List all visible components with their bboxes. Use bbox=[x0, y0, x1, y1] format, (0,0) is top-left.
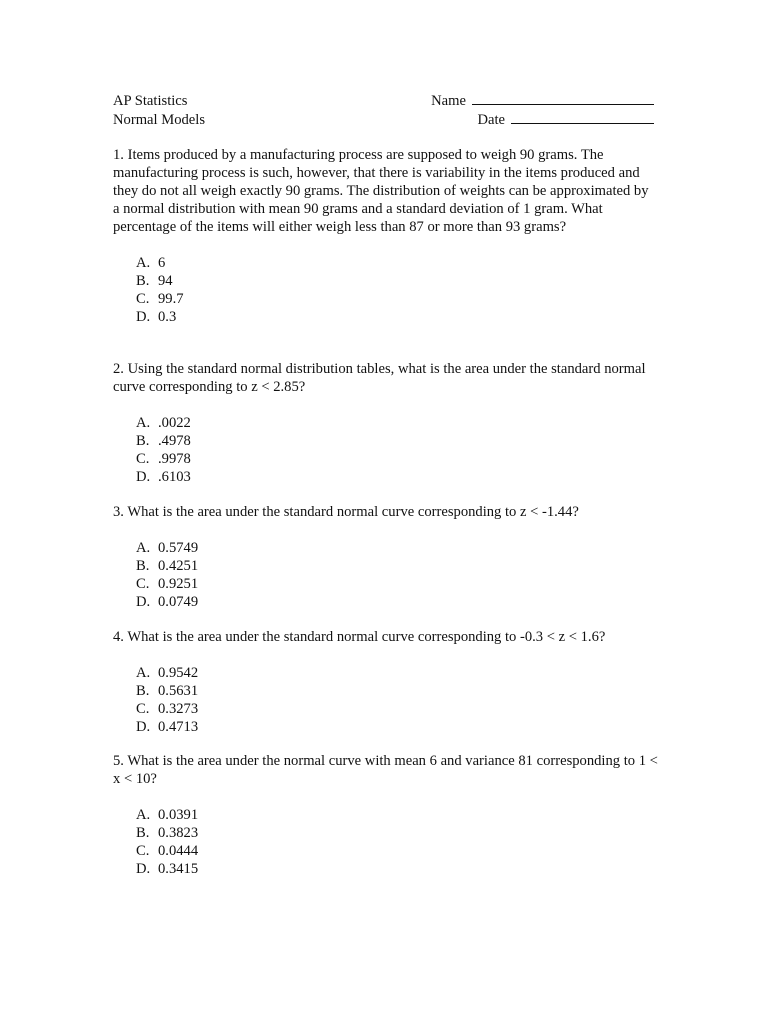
choice-b[interactable] bbox=[136, 682, 658, 700]
name-row bbox=[431, 92, 654, 111]
choice-value: 6 bbox=[158, 255, 166, 271]
name-blank-line[interactable] bbox=[472, 92, 654, 105]
question-text: 4. What is the area under the standard normal curve corresponding to -0.3 < z < 1.6? bbox=[113, 629, 606, 645]
choice-value: 0.3823 bbox=[158, 825, 199, 841]
choice-letter: A. bbox=[136, 665, 151, 681]
choice-b[interactable] bbox=[136, 824, 658, 842]
choice-letter: D. bbox=[136, 861, 151, 877]
choice-a[interactable] bbox=[136, 664, 658, 682]
choice-c[interactable] bbox=[136, 700, 658, 718]
question-text: 3. What is the area under the standard normal curve corresponding to z < -1.44? bbox=[113, 504, 579, 520]
choice-letter: D. bbox=[136, 594, 151, 610]
question-text: 2. Using the standard normal distribution tables, what is the area under the standard normal curve corresponding to z < 2.85? bbox=[113, 361, 646, 395]
choice-value: 0.0749 bbox=[158, 594, 199, 610]
choice-d[interactable] bbox=[136, 593, 658, 611]
question-4 bbox=[113, 628, 658, 736]
choice-b[interactable] bbox=[136, 432, 658, 450]
choice-list bbox=[136, 806, 658, 878]
choice-value: 0.3415 bbox=[158, 861, 199, 877]
choice-letter: A. bbox=[136, 415, 151, 431]
choice-b[interactable] bbox=[136, 557, 658, 575]
course-title: AP Statistics bbox=[113, 93, 188, 109]
choice-b[interactable] bbox=[136, 272, 658, 290]
choice-value: .9978 bbox=[158, 451, 191, 467]
topic-title: Normal Models bbox=[113, 111, 206, 128]
choice-d[interactable] bbox=[136, 468, 658, 486]
choice-c[interactable] bbox=[136, 450, 658, 468]
date-row bbox=[431, 111, 654, 130]
choice-letter: B. bbox=[136, 683, 150, 699]
choice-value: .0022 bbox=[158, 415, 191, 431]
choice-letter: D. bbox=[136, 309, 151, 325]
choice-letter: C. bbox=[136, 701, 150, 717]
question-text: 5. What is the area under the normal curve with mean 6 and variance 81 corresponding to 1 < x < 10? bbox=[113, 753, 658, 787]
choice-value: 0.5749 bbox=[158, 540, 199, 556]
date-label: Date bbox=[477, 111, 505, 128]
choice-value: 0.4713 bbox=[158, 719, 199, 735]
choice-letter: C. bbox=[136, 291, 150, 307]
choice-list bbox=[136, 539, 658, 611]
choice-value: 0.3 bbox=[158, 309, 177, 325]
choice-list bbox=[136, 664, 658, 736]
choice-value: .6103 bbox=[158, 469, 191, 485]
choice-d[interactable] bbox=[136, 860, 658, 878]
question-text: 1. Items produced by a manufacturing process are supposed to weigh 90 grams. The manufacturing process is such, however, that there is variability in the items produced and they do not all weigh exactly 90 grams. The distribution of weights can be approximated by a normal distribution with mean 90 grams and a standard deviation of 1 gram. What percentage of the items will either weigh less than 87 or more than 93 grams? bbox=[113, 147, 649, 235]
choice-list bbox=[136, 254, 658, 326]
choice-value: 0.5631 bbox=[158, 683, 199, 699]
choice-a[interactable] bbox=[136, 414, 658, 432]
question-5 bbox=[113, 752, 658, 878]
choice-letter: A. bbox=[136, 807, 151, 823]
choice-letter: B. bbox=[136, 825, 150, 841]
choice-value: .4978 bbox=[158, 433, 191, 449]
header-left bbox=[113, 92, 205, 129]
name-label: Name bbox=[431, 93, 466, 109]
choice-letter: A. bbox=[136, 255, 151, 271]
choice-letter: B. bbox=[136, 433, 150, 449]
choice-letter: D. bbox=[136, 469, 151, 485]
choice-letter: C. bbox=[136, 451, 150, 467]
choice-letter: B. bbox=[136, 558, 150, 574]
choice-letter: D. bbox=[136, 719, 151, 735]
choice-c[interactable] bbox=[136, 290, 658, 308]
choice-d[interactable] bbox=[136, 308, 658, 326]
choice-letter: C. bbox=[136, 843, 150, 859]
choice-value: 0.0444 bbox=[158, 843, 199, 859]
choice-value: 0.0391 bbox=[158, 807, 199, 823]
choice-letter: B. bbox=[136, 273, 150, 289]
choice-value: 0.4251 bbox=[158, 558, 199, 574]
choice-value: 0.9542 bbox=[158, 665, 199, 681]
choice-letter: A. bbox=[136, 540, 151, 556]
worksheet-header bbox=[113, 92, 658, 132]
choice-value: 0.3273 bbox=[158, 701, 199, 717]
choice-value: 0.9251 bbox=[158, 576, 199, 592]
choice-a[interactable] bbox=[136, 806, 658, 824]
question-2 bbox=[113, 360, 658, 486]
choice-d[interactable] bbox=[136, 718, 658, 736]
choice-c[interactable] bbox=[136, 842, 658, 860]
choice-letter: C. bbox=[136, 576, 150, 592]
choice-list bbox=[136, 414, 658, 486]
choice-value: 99.7 bbox=[158, 291, 184, 307]
choice-a[interactable] bbox=[136, 539, 658, 557]
question-1 bbox=[113, 146, 658, 326]
choice-value: 94 bbox=[158, 273, 173, 289]
date-blank-line[interactable] bbox=[511, 111, 654, 124]
choice-c[interactable] bbox=[136, 575, 658, 593]
question-3 bbox=[113, 503, 658, 611]
header-right bbox=[431, 92, 654, 129]
choice-a[interactable] bbox=[136, 254, 658, 272]
